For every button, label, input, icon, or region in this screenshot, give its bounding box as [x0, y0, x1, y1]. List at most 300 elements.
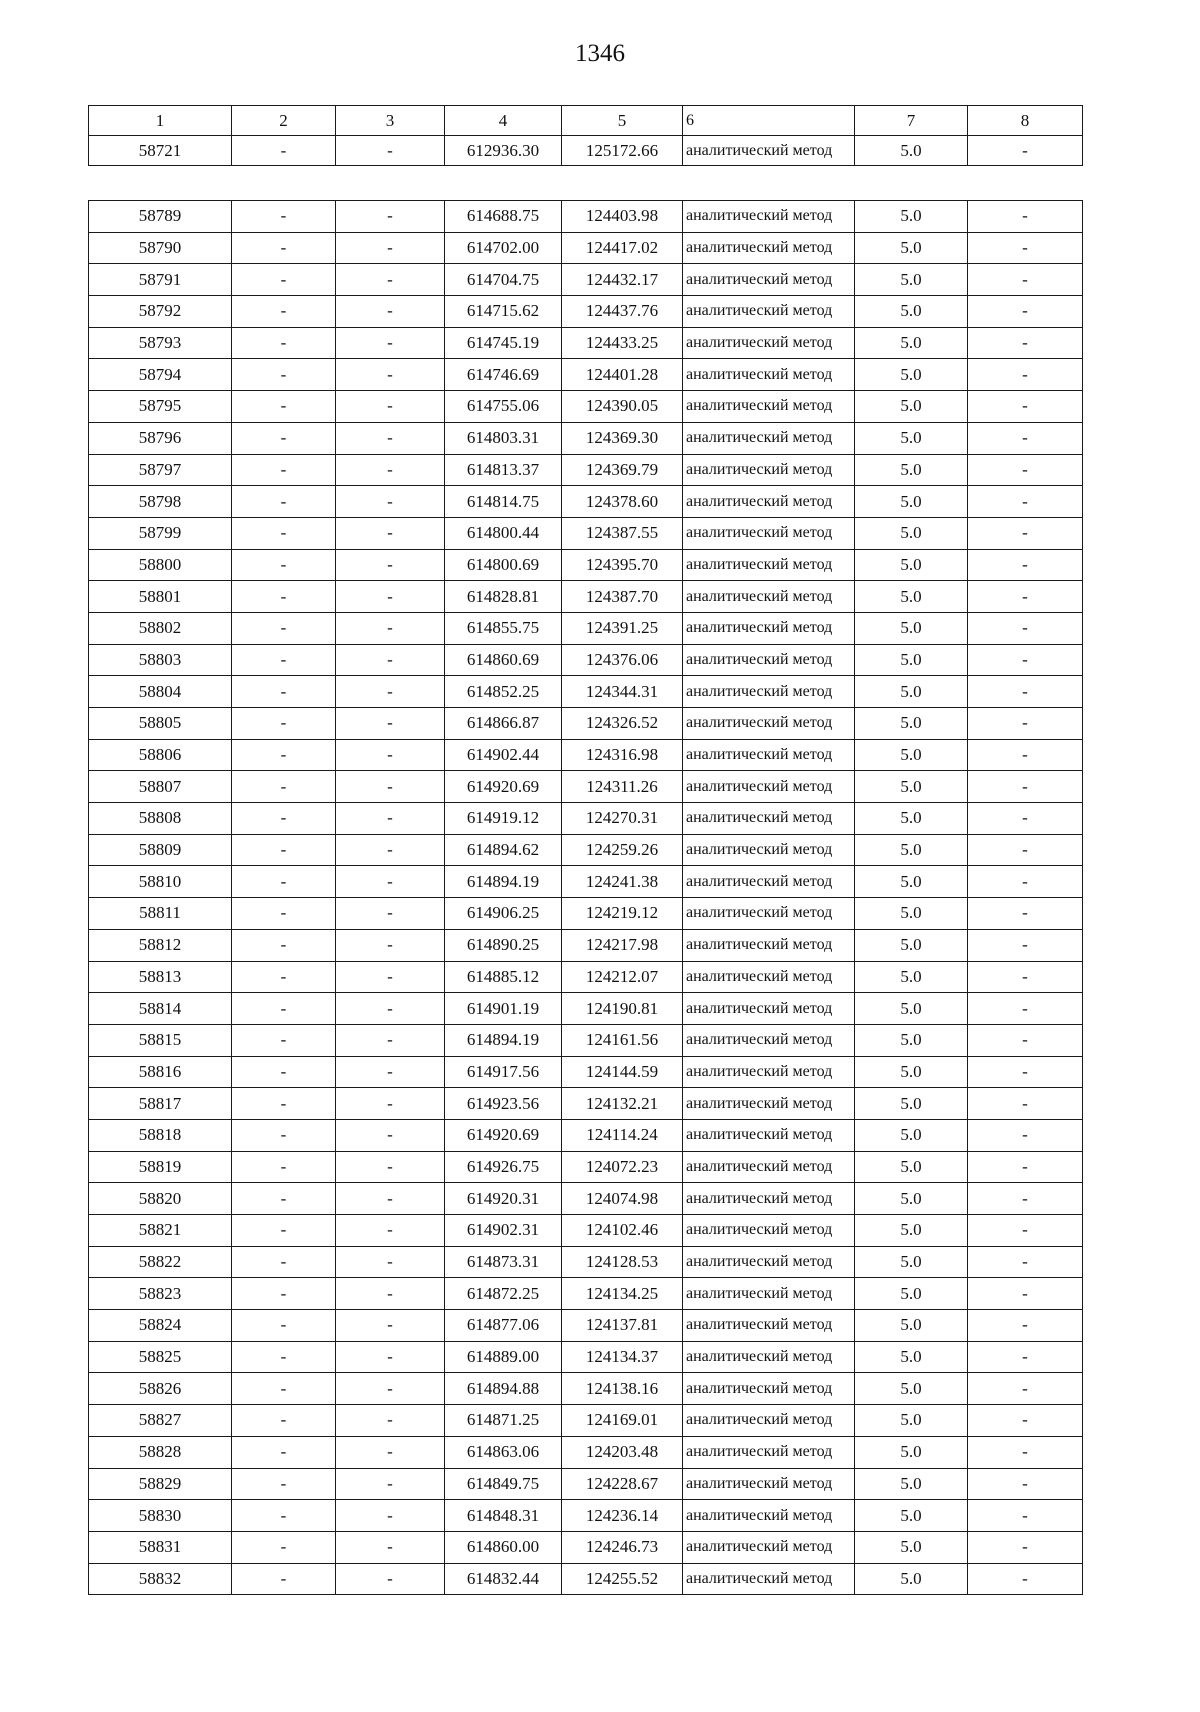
table-row — [89, 1310, 1083, 1342]
cell-col-4: 614702.00 — [445, 232, 562, 264]
table-row — [89, 296, 1083, 328]
cell-col-7: 5.0 — [855, 898, 968, 930]
cell-col-2: - — [232, 454, 336, 486]
cell-col-3: - — [336, 771, 445, 803]
cell-col-1: 58813 — [89, 961, 232, 993]
cell-col-4: 614849.75 — [445, 1468, 562, 1500]
table-row — [89, 391, 1083, 423]
cell-col-2: - — [232, 1373, 336, 1405]
cell-col-5: 124134.25 — [562, 1278, 683, 1310]
cell-col-7: 5.0 — [855, 961, 968, 993]
cell-col-1: 58830 — [89, 1500, 232, 1532]
cell-col-4: 614902.44 — [445, 739, 562, 771]
cell-col-6: аналитический метод — [683, 1088, 855, 1120]
cell-col-8: - — [968, 1500, 1083, 1532]
cell-col-2: - — [232, 771, 336, 803]
cell-col-1: 58832 — [89, 1563, 232, 1595]
cell-col-5: 124255.52 — [562, 1563, 683, 1595]
cell-col-4: 614889.00 — [445, 1341, 562, 1373]
cell-col-4: 614890.25 — [445, 929, 562, 961]
cell-col-4: 614863.06 — [445, 1436, 562, 1468]
cell-col-8: - — [968, 612, 1083, 644]
table-row — [89, 136, 1083, 166]
cell-col-6: аналитический метод — [683, 644, 855, 676]
cell-col-5: 124072.23 — [562, 1151, 683, 1183]
cell-col-4: 614877.06 — [445, 1310, 562, 1342]
table-row — [89, 898, 1083, 930]
cell-col-6: аналитический метод — [683, 391, 855, 423]
cell-col-8: 8 — [968, 106, 1083, 136]
cell-col-4: 614872.25 — [445, 1278, 562, 1310]
coordinates-table-top — [88, 105, 1083, 166]
cell-col-5: 124270.31 — [562, 803, 683, 835]
cell-col-8: - — [968, 422, 1083, 454]
table-row — [89, 1405, 1083, 1437]
cell-col-1: 58791 — [89, 264, 232, 296]
cell-col-3: - — [336, 1310, 445, 1342]
cell-col-7: 5.0 — [855, 1468, 968, 1500]
cell-col-2: - — [232, 993, 336, 1025]
cell-col-8: - — [968, 929, 1083, 961]
cell-col-7: 5.0 — [855, 1278, 968, 1310]
cell-col-6: аналитический метод — [683, 1278, 855, 1310]
table-row — [89, 929, 1083, 961]
cell-col-3: - — [336, 1151, 445, 1183]
cell-col-2: - — [232, 327, 336, 359]
cell-col-1: 58812 — [89, 929, 232, 961]
cell-col-3: - — [336, 1024, 445, 1056]
cell-col-3: - — [336, 486, 445, 518]
cell-col-6: аналитический метод — [683, 1405, 855, 1437]
cell-col-6: аналитический метод — [683, 676, 855, 708]
cell-col-7: 5.0 — [855, 866, 968, 898]
cell-col-6: аналитический метод — [683, 771, 855, 803]
cell-col-5: 124134.37 — [562, 1341, 683, 1373]
cell-col-1: 58805 — [89, 708, 232, 740]
table-row — [89, 327, 1083, 359]
cell-col-7: 5.0 — [855, 1405, 968, 1437]
cell-col-1: 58817 — [89, 1088, 232, 1120]
cell-col-5: 124138.16 — [562, 1373, 683, 1405]
cell-col-1: 58792 — [89, 296, 232, 328]
cell-col-7: 5.0 — [855, 708, 968, 740]
table-row — [89, 1215, 1083, 1247]
cell-col-7: 5.0 — [855, 549, 968, 581]
cell-col-5: 124128.53 — [562, 1246, 683, 1278]
cell-col-1: 58821 — [89, 1215, 232, 1247]
cell-col-4: 614917.56 — [445, 1056, 562, 1088]
cell-col-1: 58796 — [89, 422, 232, 454]
cell-col-8: - — [968, 993, 1083, 1025]
cell-col-4: 614902.31 — [445, 1215, 562, 1247]
cell-col-6: аналитический метод — [683, 1531, 855, 1563]
cell-col-5: 124432.17 — [562, 264, 683, 296]
cell-col-2: - — [232, 1056, 336, 1088]
cell-col-8: - — [968, 1056, 1083, 1088]
cell-col-8: - — [968, 549, 1083, 581]
cell-col-8: - — [968, 201, 1083, 233]
table-row — [89, 1119, 1083, 1151]
cell-col-6: аналитический метод — [683, 898, 855, 930]
cell-col-3: - — [336, 1405, 445, 1437]
cell-col-2: - — [232, 1563, 336, 1595]
cell-col-4: 4 — [445, 106, 562, 136]
cell-col-8: - — [968, 898, 1083, 930]
cell-col-3: - — [336, 1436, 445, 1468]
cell-col-4: 614885.12 — [445, 961, 562, 993]
cell-col-7: 5.0 — [855, 993, 968, 1025]
cell-col-6: аналитический метод — [683, 1310, 855, 1342]
cell-col-1: 58721 — [89, 136, 232, 166]
cell-col-4: 614926.75 — [445, 1151, 562, 1183]
cell-col-2: - — [232, 739, 336, 771]
cell-col-8: - — [968, 1246, 1083, 1278]
cell-col-2: - — [232, 1278, 336, 1310]
cell-col-5: 124114.24 — [562, 1119, 683, 1151]
cell-col-7: 5.0 — [855, 1183, 968, 1215]
cell-col-5: 124241.38 — [562, 866, 683, 898]
cell-col-8: - — [968, 1215, 1083, 1247]
cell-col-7: 5.0 — [855, 1531, 968, 1563]
cell-col-4: 614745.19 — [445, 327, 562, 359]
cell-col-1: 58819 — [89, 1151, 232, 1183]
cell-col-1: 58810 — [89, 866, 232, 898]
cell-col-6: аналитический метод — [683, 201, 855, 233]
cell-col-7: 5.0 — [855, 1310, 968, 1342]
cell-col-3: - — [336, 993, 445, 1025]
cell-col-7: 5.0 — [855, 136, 968, 166]
table-row — [89, 1436, 1083, 1468]
cell-col-3: - — [336, 391, 445, 423]
cell-col-8: - — [968, 391, 1083, 423]
cell-col-5: 124378.60 — [562, 486, 683, 518]
cell-col-3: - — [336, 1119, 445, 1151]
cell-col-8: - — [968, 1468, 1083, 1500]
cell-col-2: - — [232, 136, 336, 166]
cell-col-8: - — [968, 454, 1083, 486]
table-row — [89, 1531, 1083, 1563]
cell-col-5: 124219.12 — [562, 898, 683, 930]
cell-col-8: - — [968, 486, 1083, 518]
cell-col-2: - — [232, 644, 336, 676]
table-row — [89, 1500, 1083, 1532]
cell-col-5: 124217.98 — [562, 929, 683, 961]
cell-col-6: аналитический метод — [683, 612, 855, 644]
cell-col-8: - — [968, 866, 1083, 898]
cell-col-2: - — [232, 1310, 336, 1342]
cell-col-1: 58797 — [89, 454, 232, 486]
cell-col-1: 58828 — [89, 1436, 232, 1468]
cell-col-8: - — [968, 1278, 1083, 1310]
cell-col-3: - — [336, 1500, 445, 1532]
cell-col-8: - — [968, 1088, 1083, 1120]
cell-col-6: аналитический метод — [683, 834, 855, 866]
cell-col-1: 58793 — [89, 327, 232, 359]
cell-col-8: - — [968, 1531, 1083, 1563]
cell-col-3: - — [336, 644, 445, 676]
cell-col-8: - — [968, 1024, 1083, 1056]
cell-col-7: 7 — [855, 106, 968, 136]
cell-col-8: - — [968, 1563, 1083, 1595]
cell-col-6: аналитический метод — [683, 866, 855, 898]
cell-col-4: 614866.87 — [445, 708, 562, 740]
cell-col-1: 58820 — [89, 1183, 232, 1215]
cell-col-5: 124387.70 — [562, 581, 683, 613]
cell-col-4: 614828.81 — [445, 581, 562, 613]
cell-col-1: 58804 — [89, 676, 232, 708]
cell-col-7: 5.0 — [855, 1024, 968, 1056]
cell-col-5: 124144.59 — [562, 1056, 683, 1088]
cell-col-1: 58809 — [89, 834, 232, 866]
header-row — [89, 106, 1083, 136]
cell-col-4: 614894.62 — [445, 834, 562, 866]
cell-col-3: - — [336, 264, 445, 296]
cell-col-2: - — [232, 581, 336, 613]
cell-col-6: аналитический метод — [683, 1500, 855, 1532]
cell-col-2: - — [232, 1151, 336, 1183]
cell-col-2: - — [232, 486, 336, 518]
cell-col-5: 124236.14 — [562, 1500, 683, 1532]
cell-col-8: - — [968, 644, 1083, 676]
cell-col-3: - — [336, 1278, 445, 1310]
cell-col-2: - — [232, 232, 336, 264]
cell-col-1: 58799 — [89, 517, 232, 549]
cell-col-4: 614894.19 — [445, 866, 562, 898]
cell-col-1: 58816 — [89, 1056, 232, 1088]
cell-col-8: - — [968, 834, 1083, 866]
cell-col-4: 614901.19 — [445, 993, 562, 1025]
cell-col-7: 5.0 — [855, 1563, 968, 1595]
cell-col-3: - — [336, 1183, 445, 1215]
cell-col-6: аналитический метод — [683, 993, 855, 1025]
table-row — [89, 486, 1083, 518]
table-row — [89, 517, 1083, 549]
cell-col-4: 614860.00 — [445, 1531, 562, 1563]
cell-col-4: 614920.69 — [445, 1119, 562, 1151]
cell-col-7: 5.0 — [855, 1215, 968, 1247]
cell-col-5: 125172.66 — [562, 136, 683, 166]
cell-col-8: - — [968, 961, 1083, 993]
cell-col-3: - — [336, 1215, 445, 1247]
cell-col-4: 614920.69 — [445, 771, 562, 803]
cell-col-4: 614920.31 — [445, 1183, 562, 1215]
table-row — [89, 1341, 1083, 1373]
cell-col-2: - — [232, 1024, 336, 1056]
table-row — [89, 676, 1083, 708]
table-row — [89, 803, 1083, 835]
cell-col-8: - — [968, 771, 1083, 803]
cell-col-7: 5.0 — [855, 676, 968, 708]
table-row — [89, 771, 1083, 803]
cell-col-3: - — [336, 929, 445, 961]
cell-col-2: - — [232, 1246, 336, 1278]
cell-col-4: 614803.31 — [445, 422, 562, 454]
cell-col-6: аналитический метод — [683, 136, 855, 166]
cell-col-4: 614832.44 — [445, 1563, 562, 1595]
cell-col-5: 124376.06 — [562, 644, 683, 676]
cell-col-4: 614800.44 — [445, 517, 562, 549]
table-row — [89, 1183, 1083, 1215]
cell-col-6: аналитический метод — [683, 1373, 855, 1405]
cell-col-7: 5.0 — [855, 486, 968, 518]
cell-col-2: - — [232, 422, 336, 454]
cell-col-1: 58823 — [89, 1278, 232, 1310]
cell-col-4: 614919.12 — [445, 803, 562, 835]
cell-col-6: аналитический метод — [683, 359, 855, 391]
cell-col-1: 58824 — [89, 1310, 232, 1342]
cell-col-6: 6 — [683, 106, 855, 136]
cell-col-2: - — [232, 391, 336, 423]
cell-col-7: 5.0 — [855, 771, 968, 803]
cell-col-8: - — [968, 359, 1083, 391]
table-row — [89, 1373, 1083, 1405]
cell-col-2: - — [232, 549, 336, 581]
cell-col-8: - — [968, 1436, 1083, 1468]
cell-col-6: аналитический метод — [683, 327, 855, 359]
cell-col-8: - — [968, 708, 1083, 740]
cell-col-8: - — [968, 739, 1083, 771]
cell-col-3: - — [336, 803, 445, 835]
cell-col-4: 614906.25 — [445, 898, 562, 930]
cell-col-1: 58807 — [89, 771, 232, 803]
cell-col-6: аналитический метод — [683, 264, 855, 296]
cell-col-8: - — [968, 1341, 1083, 1373]
cell-col-4: 614755.06 — [445, 391, 562, 423]
cell-col-7: 5.0 — [855, 1151, 968, 1183]
cell-col-7: 5.0 — [855, 422, 968, 454]
cell-col-1: 58815 — [89, 1024, 232, 1056]
cell-col-7: 5.0 — [855, 201, 968, 233]
cell-col-3: - — [336, 422, 445, 454]
cell-col-4: 614855.75 — [445, 612, 562, 644]
cell-col-2: 2 — [232, 106, 336, 136]
cell-col-3: - — [336, 961, 445, 993]
table-row — [89, 581, 1083, 613]
table-row — [89, 1468, 1083, 1500]
cell-col-4: 614688.75 — [445, 201, 562, 233]
cell-col-2: - — [232, 1341, 336, 1373]
cell-col-8: - — [968, 1405, 1083, 1437]
cell-col-7: 5.0 — [855, 517, 968, 549]
cell-col-7: 5.0 — [855, 929, 968, 961]
cell-col-5: 124344.31 — [562, 676, 683, 708]
cell-col-7: 5.0 — [855, 644, 968, 676]
cell-col-7: 5.0 — [855, 232, 968, 264]
cell-col-1: 1 — [89, 106, 232, 136]
cell-col-6: аналитический метод — [683, 929, 855, 961]
cell-col-1: 58795 — [89, 391, 232, 423]
cell-col-6: аналитический метод — [683, 1468, 855, 1500]
cell-col-8: - — [968, 1119, 1083, 1151]
cell-col-7: 5.0 — [855, 1373, 968, 1405]
cell-col-4: 614852.25 — [445, 676, 562, 708]
cell-col-5: 5 — [562, 106, 683, 136]
table-row — [89, 866, 1083, 898]
cell-col-7: 5.0 — [855, 391, 968, 423]
cell-col-2: - — [232, 1500, 336, 1532]
cell-col-2: - — [232, 296, 336, 328]
cell-col-4: 614746.69 — [445, 359, 562, 391]
cell-col-5: 124203.48 — [562, 1436, 683, 1468]
cell-col-3: - — [336, 708, 445, 740]
cell-col-6: аналитический метод — [683, 708, 855, 740]
cell-col-8: - — [968, 232, 1083, 264]
cell-col-7: 5.0 — [855, 739, 968, 771]
cell-col-3: - — [336, 201, 445, 233]
cell-col-7: 5.0 — [855, 1500, 968, 1532]
cell-col-6: аналитический метод — [683, 232, 855, 264]
cell-col-7: 5.0 — [855, 834, 968, 866]
page-number: 1346 — [575, 40, 625, 67]
cell-col-1: 58831 — [89, 1531, 232, 1563]
cell-col-7: 5.0 — [855, 1056, 968, 1088]
cell-col-2: - — [232, 676, 336, 708]
cell-col-1: 58825 — [89, 1341, 232, 1373]
cell-col-6: аналитический метод — [683, 1183, 855, 1215]
cell-col-3: - — [336, 1056, 445, 1088]
cell-col-3: - — [336, 1468, 445, 1500]
table-row — [89, 993, 1083, 1025]
cell-col-2: - — [232, 961, 336, 993]
cell-col-5: 124074.98 — [562, 1183, 683, 1215]
cell-col-1: 58790 — [89, 232, 232, 264]
cell-col-2: - — [232, 1436, 336, 1468]
cell-col-1: 58800 — [89, 549, 232, 581]
cell-col-7: 5.0 — [855, 1246, 968, 1278]
cell-col-2: - — [232, 803, 336, 835]
cell-col-3: 3 — [336, 106, 445, 136]
cell-col-8: - — [968, 581, 1083, 613]
cell-col-7: 5.0 — [855, 359, 968, 391]
cell-col-2: - — [232, 517, 336, 549]
cell-col-5: 124437.76 — [562, 296, 683, 328]
cell-col-7: 5.0 — [855, 327, 968, 359]
cell-col-5: 124403.98 — [562, 201, 683, 233]
cell-col-5: 124132.21 — [562, 1088, 683, 1120]
cell-col-5: 124190.81 — [562, 993, 683, 1025]
cell-col-2: - — [232, 1088, 336, 1120]
table-row — [89, 961, 1083, 993]
table-row — [89, 422, 1083, 454]
cell-col-8: - — [968, 803, 1083, 835]
cell-col-4: 614848.31 — [445, 1500, 562, 1532]
cell-col-4: 614923.56 — [445, 1088, 562, 1120]
cell-col-1: 58822 — [89, 1246, 232, 1278]
cell-col-3: - — [336, 359, 445, 391]
cell-col-1: 58811 — [89, 898, 232, 930]
cell-col-5: 124316.98 — [562, 739, 683, 771]
cell-col-8: - — [968, 676, 1083, 708]
cell-col-5: 124391.25 — [562, 612, 683, 644]
cell-col-2: - — [232, 1531, 336, 1563]
cell-col-3: - — [336, 549, 445, 581]
cell-col-4: 614873.31 — [445, 1246, 562, 1278]
cell-col-1: 58814 — [89, 993, 232, 1025]
cell-col-4: 612936.30 — [445, 136, 562, 166]
cell-col-1: 58794 — [89, 359, 232, 391]
cell-col-6: аналитический метод — [683, 422, 855, 454]
cell-col-1: 58806 — [89, 739, 232, 771]
cell-col-5: 124401.28 — [562, 359, 683, 391]
cell-col-3: - — [336, 1341, 445, 1373]
cell-col-6: аналитический метод — [683, 1436, 855, 1468]
coordinates-table-main — [88, 200, 1083, 1595]
cell-col-7: 5.0 — [855, 803, 968, 835]
table-row — [89, 739, 1083, 771]
cell-col-6: аналитический метод — [683, 1119, 855, 1151]
cell-col-1: 58818 — [89, 1119, 232, 1151]
cell-col-7: 5.0 — [855, 296, 968, 328]
